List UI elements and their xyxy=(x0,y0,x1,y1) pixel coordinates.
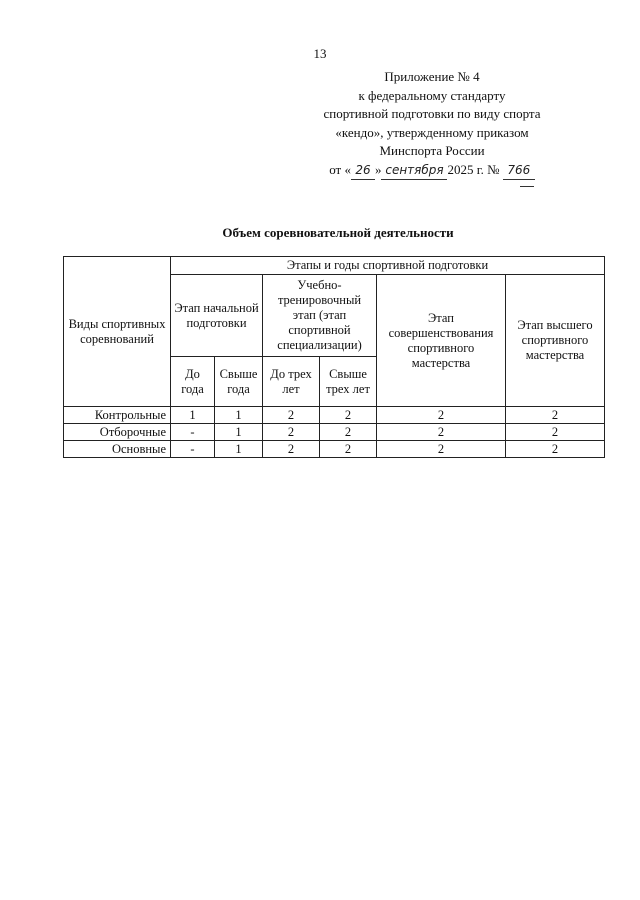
table-row xyxy=(64,407,605,424)
header-year-3: До трех лет xyxy=(263,357,320,407)
header-year-4: Свыше трех лет xyxy=(320,357,377,407)
order-year: 2025 г. № xyxy=(447,161,500,177)
table-cell: 1 xyxy=(171,407,215,424)
appendix-standard-line: к федеральному стандарту xyxy=(358,87,506,103)
table-cell: 2 xyxy=(377,407,506,424)
document-title: Объем соревновательной деятельности xyxy=(222,225,454,240)
order-quote: » xyxy=(374,161,382,177)
table-cell: 2 xyxy=(263,441,320,458)
appendix-sport-line: спортивной подготовки по виду спорта xyxy=(323,106,541,121)
appendix-title: Приложение № 4 xyxy=(384,69,480,84)
table-cell: 1 xyxy=(215,407,263,424)
table-row xyxy=(64,424,605,441)
table-cell: - xyxy=(171,441,215,458)
table-cell: 2 xyxy=(506,441,605,458)
page-number: 13 xyxy=(313,46,327,61)
header-stage-initial: Этап начальной подготовки xyxy=(171,275,263,357)
row-label: Основные xyxy=(64,441,171,458)
header-stages-group: Этапы и годы спортивной подготовки xyxy=(171,257,605,275)
table-cell: 2 xyxy=(506,424,605,441)
order-number: 766 xyxy=(503,161,535,181)
stray-mark xyxy=(520,186,534,187)
appendix-block xyxy=(282,68,582,180)
table-cell: - xyxy=(171,424,215,441)
header-competition-types: Виды спортивных соревнований xyxy=(64,257,171,407)
table-cell: 2 xyxy=(506,407,605,424)
table-cell: 2 xyxy=(320,407,377,424)
row-label: Отборочные xyxy=(64,424,171,441)
header-stage-improvement: Этап совершенствования спортивного мастерства xyxy=(377,275,506,407)
table-cell: 2 xyxy=(263,424,320,441)
appendix-ministry-line: Минспорта России xyxy=(379,143,485,158)
order-month: сентября xyxy=(381,161,447,181)
table-cell: 2 xyxy=(320,424,377,441)
order-prefix: от « xyxy=(329,161,351,177)
table-cell: 1 xyxy=(215,441,263,458)
competition-table xyxy=(63,256,605,458)
table-row xyxy=(64,441,605,458)
header-stage-higher: Этап высшего спортивного мастерства xyxy=(506,275,605,407)
order-date-line xyxy=(282,161,582,181)
appendix-order-line: «кендо», утвержденному приказом xyxy=(335,124,529,140)
header-year-1: До года xyxy=(171,357,215,407)
table-cell: 2 xyxy=(263,407,320,424)
row-label: Контрольные xyxy=(64,407,171,424)
table-cell: 2 xyxy=(320,441,377,458)
header-year-2: Свыше года xyxy=(215,357,263,407)
table-cell: 2 xyxy=(377,424,506,441)
order-day: 26 xyxy=(351,161,375,181)
table-cell: 2 xyxy=(377,441,506,458)
header-stage-training: Учебно-тренировочный этап (этап спортивной специализации) xyxy=(263,275,377,357)
table-cell: 1 xyxy=(215,424,263,441)
